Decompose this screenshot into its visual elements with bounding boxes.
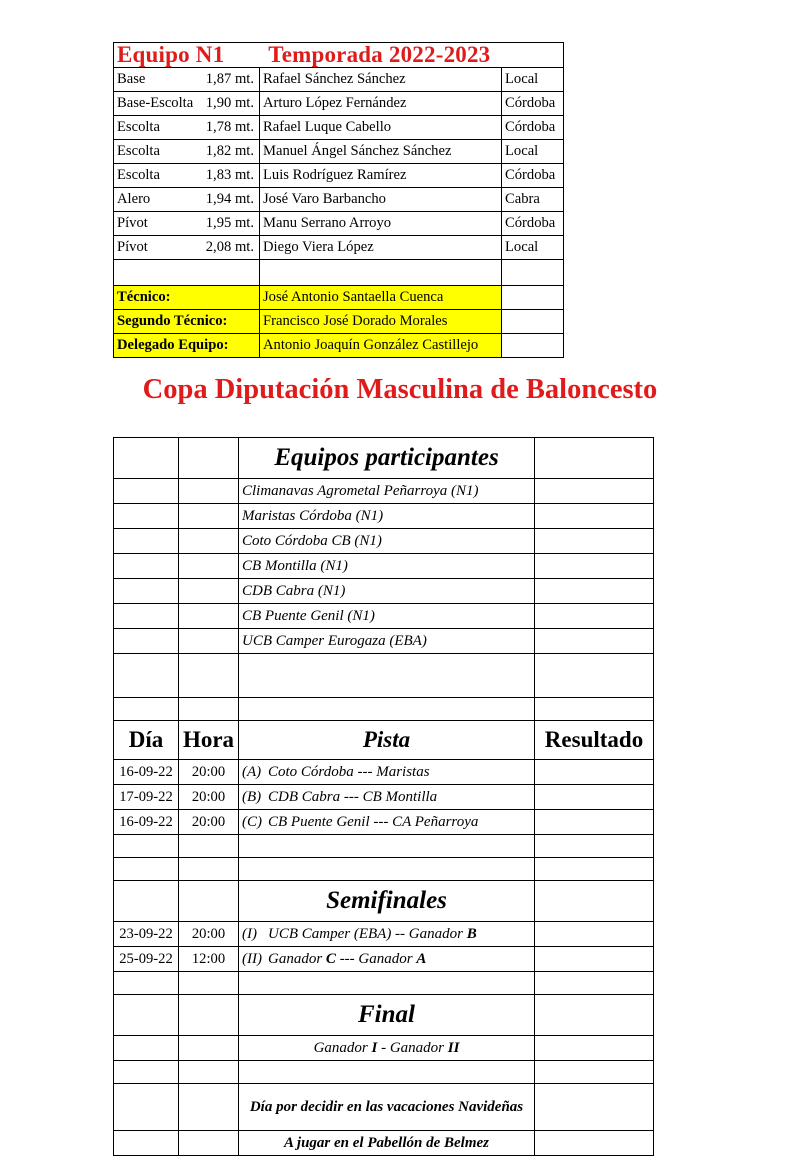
player-name: Manuel Ángel Sánchez Sánchez bbox=[260, 140, 502, 164]
participating-teams-header: Equipos participantes bbox=[239, 438, 535, 479]
team-name-label: Equipo N1 bbox=[117, 42, 225, 67]
empty-cell bbox=[114, 1084, 179, 1131]
empty-cell bbox=[535, 1061, 654, 1084]
empty-cell bbox=[260, 260, 502, 286]
empty-cell bbox=[535, 479, 654, 504]
season-label: Temporada 2022-2023 bbox=[268, 42, 491, 67]
final-pairing-prefix: Ganador bbox=[313, 1039, 372, 1056]
spacer-row bbox=[114, 972, 654, 995]
empty-cell bbox=[179, 604, 239, 629]
empty-cell bbox=[179, 835, 239, 858]
match-time: 20:00 bbox=[179, 785, 239, 810]
final-pairing-middle: - Ganador bbox=[377, 1039, 448, 1056]
empty-cell bbox=[179, 972, 239, 995]
spacer-row bbox=[114, 835, 654, 858]
player-position-height-cell bbox=[114, 212, 260, 236]
empty-cell bbox=[179, 629, 239, 654]
empty-cell bbox=[114, 260, 260, 286]
team-entry: CB Montilla (N1) bbox=[239, 554, 535, 579]
staff-person-name: Francisco José Dorado Morales bbox=[260, 310, 502, 334]
list-item bbox=[114, 604, 654, 629]
team-entry: CDB Cabra (N1) bbox=[239, 579, 535, 604]
list-item bbox=[114, 529, 654, 554]
empty-cell bbox=[239, 654, 535, 698]
table-row bbox=[114, 140, 564, 164]
player-origin: Local bbox=[502, 68, 564, 92]
staff-person-name: José Antonio Santaella Cuenca bbox=[260, 286, 502, 310]
match-tag: (B) bbox=[242, 788, 262, 805]
match-teams: Coto Córdoba --- Maristas bbox=[268, 763, 430, 780]
empty-cell bbox=[239, 972, 535, 995]
table-row bbox=[114, 92, 564, 116]
cup-fixture-section bbox=[113, 437, 653, 1156]
player-origin: Córdoba bbox=[502, 116, 564, 140]
final-bracket-ref-2: II bbox=[447, 1039, 460, 1056]
table-row bbox=[114, 286, 564, 310]
match-date: 17-09-22 bbox=[114, 785, 179, 810]
match-teams: UCB Camper (EBA) -- Ganador bbox=[268, 925, 467, 942]
list-item bbox=[114, 479, 654, 504]
team-entry: Coto Córdoba CB (N1) bbox=[239, 529, 535, 554]
table-row bbox=[114, 760, 654, 785]
match-time: 20:00 bbox=[179, 810, 239, 835]
player-origin: Córdoba bbox=[502, 212, 564, 236]
player-height: 1,82 mt. bbox=[205, 142, 254, 159]
empty-cell bbox=[114, 1036, 179, 1061]
empty-cell bbox=[535, 604, 654, 629]
empty-cell bbox=[179, 881, 239, 922]
empty-cell bbox=[179, 529, 239, 554]
player-position-height-cell bbox=[114, 116, 260, 140]
staff-role-label: Segundo Técnico: bbox=[114, 310, 260, 334]
player-position: Pívot bbox=[117, 214, 148, 231]
empty-cell bbox=[114, 554, 179, 579]
final-date-note: Día por decidir en las vacaciones Navideñas bbox=[239, 1084, 535, 1131]
match-date: 23-09-22 bbox=[114, 922, 179, 947]
column-header-resultado: Resultado bbox=[535, 721, 654, 760]
empty-cell bbox=[179, 858, 239, 881]
empty-cell bbox=[179, 1084, 239, 1131]
empty-cell bbox=[114, 972, 179, 995]
empty-cell bbox=[239, 1061, 535, 1084]
player-height: 2,08 mt. bbox=[205, 238, 254, 255]
team-entry: UCB Camper Eurogaza (EBA) bbox=[239, 629, 535, 654]
team-entry: Climanavas Agrometal Peñarroya (N1) bbox=[239, 479, 535, 504]
table-row bbox=[114, 116, 564, 140]
player-position-height-cell bbox=[114, 68, 260, 92]
table-row bbox=[114, 188, 564, 212]
spacer-row bbox=[114, 260, 564, 286]
empty-cell bbox=[114, 858, 179, 881]
match-date: 16-09-22 bbox=[114, 810, 179, 835]
player-name: Rafael Sánchez Sánchez bbox=[260, 68, 502, 92]
empty-cell bbox=[114, 579, 179, 604]
match-tag: (II) bbox=[242, 950, 262, 967]
player-origin: Local bbox=[502, 140, 564, 164]
page-title: Copa Diputación Masculina de Baloncesto bbox=[142, 374, 658, 405]
player-position: Escolta bbox=[117, 118, 160, 135]
player-height: 1,90 mt. bbox=[205, 94, 254, 111]
list-item bbox=[114, 579, 654, 604]
player-position-height-cell bbox=[114, 164, 260, 188]
player-height: 1,95 mt. bbox=[205, 214, 254, 231]
empty-cell bbox=[179, 504, 239, 529]
match-teams: CB Puente Genil --- CA Peñarroya bbox=[268, 813, 479, 830]
empty-cell bbox=[535, 1084, 654, 1131]
empty-cell bbox=[239, 858, 535, 881]
player-position-height-cell bbox=[114, 140, 260, 164]
team-entry: Maristas Córdoba (N1) bbox=[239, 504, 535, 529]
spacer-row bbox=[114, 654, 654, 698]
empty-cell bbox=[535, 554, 654, 579]
empty-cell bbox=[535, 972, 654, 995]
match-teams-suffix: --- Ganador bbox=[335, 950, 417, 967]
table-row bbox=[114, 68, 564, 92]
match-teams: Ganador bbox=[268, 950, 326, 967]
match-result bbox=[535, 922, 654, 947]
match-bracket-ref: C bbox=[325, 950, 336, 967]
empty-cell bbox=[114, 995, 179, 1036]
empty-cell bbox=[114, 629, 179, 654]
final-header-row bbox=[114, 995, 654, 1036]
match-date: 25-09-22 bbox=[114, 947, 179, 972]
empty-cell bbox=[114, 881, 179, 922]
empty-cell bbox=[535, 529, 654, 554]
empty-cell bbox=[502, 310, 564, 334]
final-pairing bbox=[239, 1036, 535, 1061]
match-result bbox=[535, 810, 654, 835]
empty-cell bbox=[535, 1036, 654, 1061]
empty-cell bbox=[535, 881, 654, 922]
list-item bbox=[114, 554, 654, 579]
player-name: Diego Viera López bbox=[260, 236, 502, 260]
note-row bbox=[114, 1131, 654, 1156]
spacer-row bbox=[114, 1061, 654, 1084]
match-date: 16-09-22 bbox=[114, 760, 179, 785]
player-origin: Local bbox=[502, 236, 564, 260]
player-origin: Córdoba bbox=[502, 164, 564, 188]
match-result bbox=[535, 760, 654, 785]
match-tag: (A) bbox=[242, 763, 262, 780]
note-row bbox=[114, 1084, 654, 1131]
match-pairing bbox=[239, 922, 535, 947]
empty-cell bbox=[114, 504, 179, 529]
player-position: Pívot bbox=[117, 238, 148, 255]
table-row bbox=[114, 785, 654, 810]
spacer-row bbox=[114, 698, 654, 721]
empty-cell bbox=[502, 286, 564, 310]
empty-cell bbox=[114, 654, 179, 698]
player-position: Alero bbox=[117, 190, 151, 207]
match-time: 12:00 bbox=[179, 947, 239, 972]
player-position: Base bbox=[117, 70, 146, 87]
empty-cell bbox=[179, 438, 239, 479]
empty-cell bbox=[535, 654, 654, 698]
empty-cell bbox=[239, 835, 535, 858]
empty-cell bbox=[179, 698, 239, 721]
semifinals-header-row bbox=[114, 881, 654, 922]
empty-cell bbox=[179, 1036, 239, 1061]
match-pairing bbox=[239, 760, 535, 785]
final-pairing-row bbox=[114, 1036, 654, 1061]
table-row bbox=[114, 947, 654, 972]
empty-cell bbox=[114, 604, 179, 629]
table-row bbox=[114, 810, 654, 835]
roster-title-row bbox=[114, 43, 564, 68]
player-name: Luis Rodríguez Ramírez bbox=[260, 164, 502, 188]
match-pairing bbox=[239, 947, 535, 972]
player-position-height-cell bbox=[114, 188, 260, 212]
semifinals-header: Semifinales bbox=[239, 881, 535, 922]
final-header: Final bbox=[239, 995, 535, 1036]
empty-cell bbox=[535, 835, 654, 858]
team-entry: CB Puente Genil (N1) bbox=[239, 604, 535, 629]
roster-title-cell bbox=[114, 43, 564, 68]
match-bracket-ref-2: A bbox=[416, 950, 427, 967]
empty-cell bbox=[502, 260, 564, 286]
table-row bbox=[114, 164, 564, 188]
match-pairing bbox=[239, 785, 535, 810]
player-height: 1,83 mt. bbox=[205, 166, 254, 183]
player-name: José Varo Barbancho bbox=[260, 188, 502, 212]
staff-person-name: Antonio Joaquín González Castillejo bbox=[260, 334, 502, 358]
empty-cell bbox=[114, 479, 179, 504]
list-item bbox=[114, 504, 654, 529]
match-pairing bbox=[239, 810, 535, 835]
match-teams: CDB Cabra --- CB Montilla bbox=[268, 788, 438, 805]
player-name: Arturo López Fernández bbox=[260, 92, 502, 116]
empty-cell bbox=[114, 438, 179, 479]
empty-cell bbox=[114, 835, 179, 858]
team-roster-section bbox=[113, 42, 563, 358]
empty-cell bbox=[114, 529, 179, 554]
empty-cell bbox=[535, 1131, 654, 1156]
player-name: Rafael Luque Cabello bbox=[260, 116, 502, 140]
empty-cell bbox=[179, 554, 239, 579]
player-origin: Córdoba bbox=[502, 92, 564, 116]
empty-cell bbox=[535, 579, 654, 604]
table-row bbox=[114, 212, 564, 236]
player-height: 1,78 mt. bbox=[205, 118, 254, 135]
player-origin: Cabra bbox=[502, 188, 564, 212]
empty-cell bbox=[179, 654, 239, 698]
empty-cell bbox=[114, 698, 179, 721]
empty-cell bbox=[179, 1061, 239, 1084]
table-row bbox=[114, 334, 564, 358]
player-position: Escolta bbox=[117, 142, 160, 159]
empty-cell bbox=[179, 479, 239, 504]
empty-cell bbox=[179, 995, 239, 1036]
match-bracket-ref: B bbox=[466, 925, 477, 942]
team-roster-table bbox=[113, 42, 564, 358]
cup-fixture-table bbox=[113, 437, 654, 1156]
empty-cell bbox=[179, 1131, 239, 1156]
empty-cell bbox=[114, 1131, 179, 1156]
player-position: Base-Escolta bbox=[117, 94, 194, 111]
player-height: 1,87 mt. bbox=[205, 70, 254, 87]
table-row bbox=[114, 236, 564, 260]
empty-cell bbox=[239, 698, 535, 721]
staff-role-label: Técnico: bbox=[114, 286, 260, 310]
match-tag: (I) bbox=[242, 925, 257, 942]
player-position: Escolta bbox=[117, 166, 160, 183]
staff-role-label: Delegado Equipo: bbox=[114, 334, 260, 358]
player-height: 1,94 mt. bbox=[205, 190, 254, 207]
match-result bbox=[535, 785, 654, 810]
fixture-column-header-row bbox=[114, 721, 654, 760]
empty-cell bbox=[535, 504, 654, 529]
empty-cell bbox=[535, 995, 654, 1036]
player-name: Manu Serrano Arroyo bbox=[260, 212, 502, 236]
table-row bbox=[114, 310, 564, 334]
empty-cell bbox=[114, 1061, 179, 1084]
column-header-hora: Hora bbox=[179, 721, 239, 760]
match-result bbox=[535, 947, 654, 972]
match-time: 20:00 bbox=[179, 922, 239, 947]
empty-cell bbox=[535, 698, 654, 721]
participating-teams-header-row bbox=[114, 438, 654, 479]
table-row bbox=[114, 922, 654, 947]
empty-cell bbox=[179, 579, 239, 604]
column-header-pista: Pista bbox=[239, 721, 535, 760]
empty-cell bbox=[535, 438, 654, 479]
list-item bbox=[114, 629, 654, 654]
empty-cell bbox=[502, 334, 564, 358]
empty-cell bbox=[535, 858, 654, 881]
spacer-row bbox=[114, 858, 654, 881]
match-tag: (C) bbox=[242, 813, 262, 830]
final-venue-note: A jugar en el Pabellón de Belmez bbox=[239, 1131, 535, 1156]
column-header-dia: Día bbox=[114, 721, 179, 760]
final-bracket-ref-1: I bbox=[371, 1039, 378, 1056]
player-position-height-cell bbox=[114, 236, 260, 260]
match-time: 20:00 bbox=[179, 760, 239, 785]
empty-cell bbox=[535, 629, 654, 654]
player-position-height-cell bbox=[114, 92, 260, 116]
